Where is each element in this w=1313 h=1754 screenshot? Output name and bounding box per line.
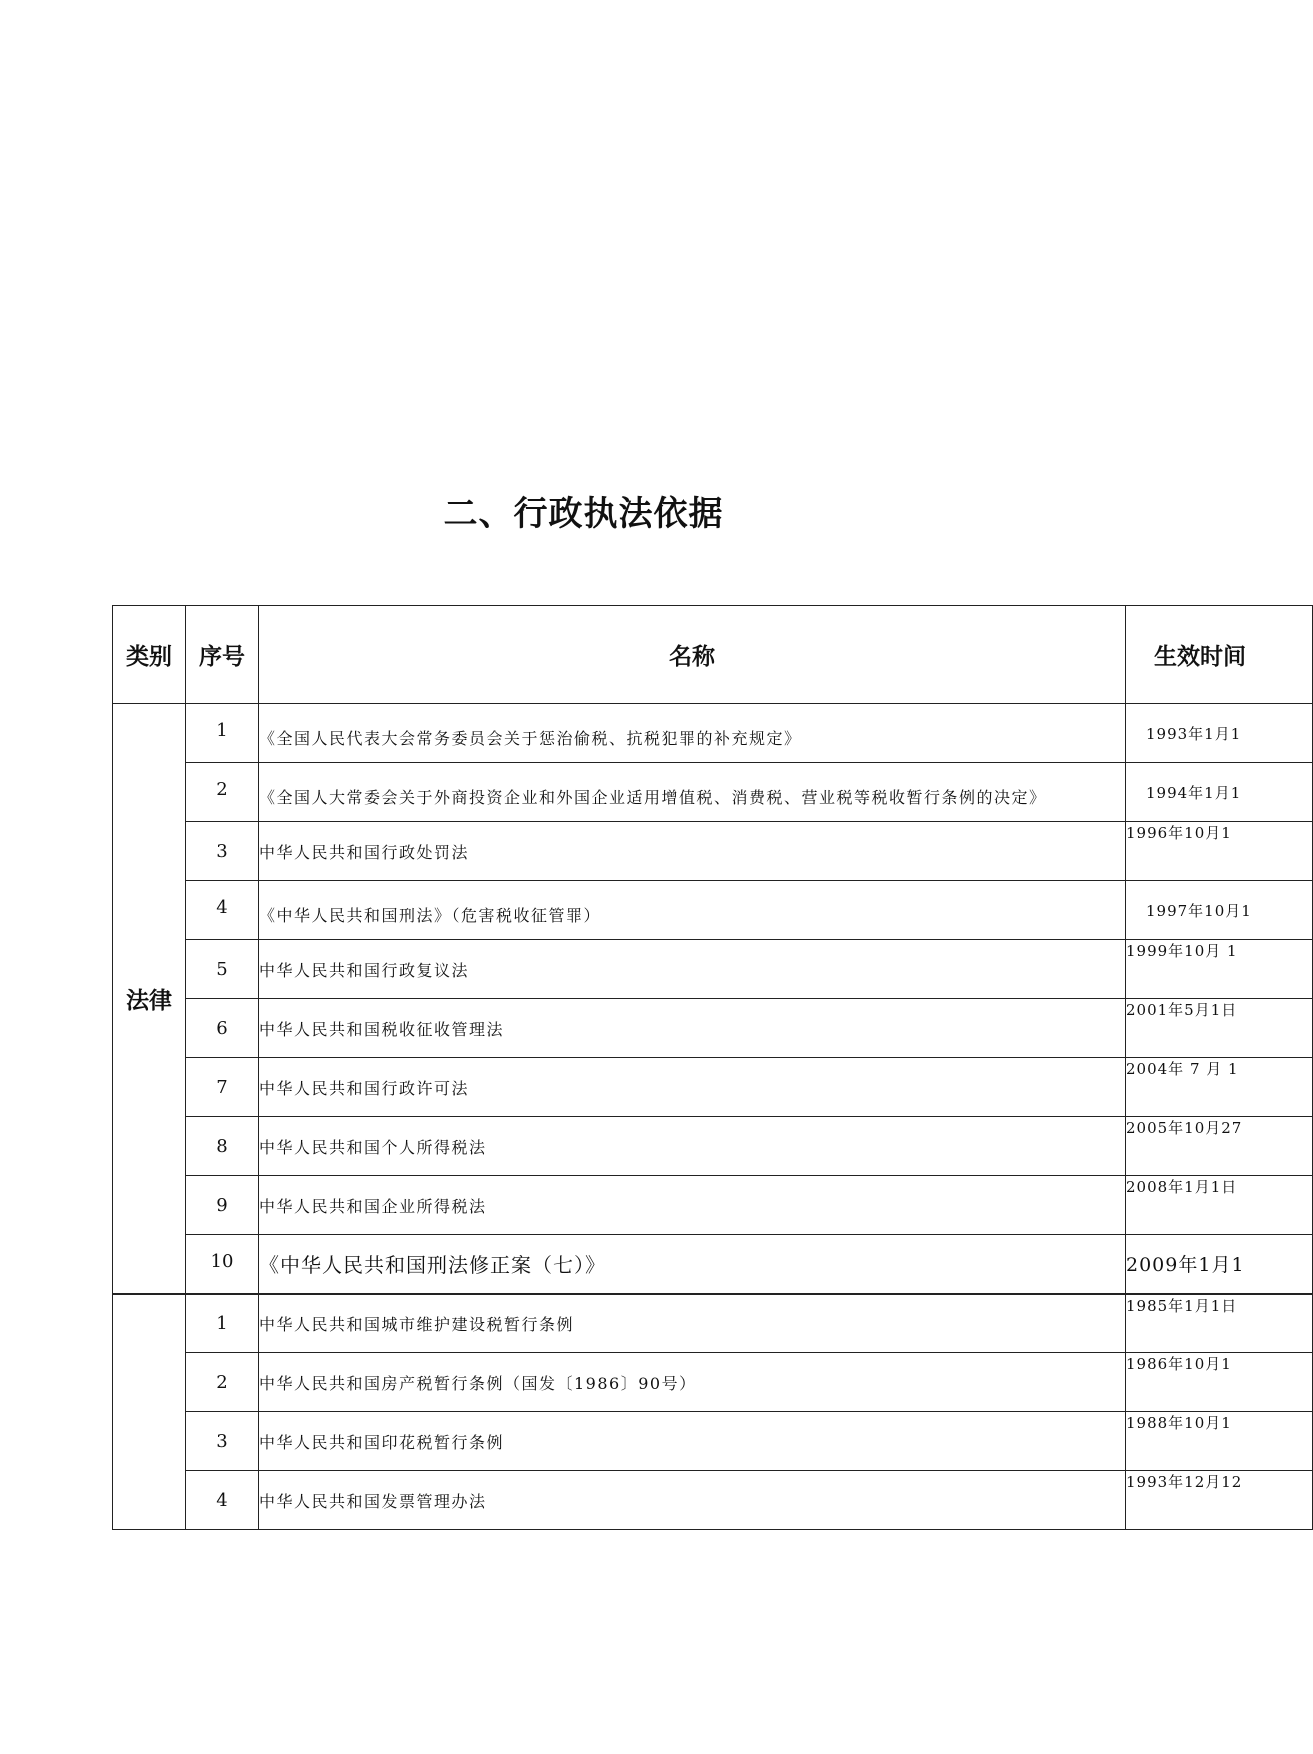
row-no: 5 [186,940,259,999]
row-name: 中华人民共和国印花税暂行条例 [259,1412,1126,1471]
table-row [113,704,1313,763]
row-no: 2 [186,763,259,822]
row-no: 3 [186,1412,259,1471]
row-name: 《全国人民代表大会常务委员会关于惩治偷税、抗税犯罪的补充规定》 [259,704,1126,763]
row-no: 4 [186,1471,259,1530]
table-header-row [113,606,1313,704]
header-name: 名称 [259,606,1126,704]
table-row [113,1294,1313,1353]
row-date: 2008年1月1日 [1126,1176,1313,1235]
row-date: 1993年1月1 [1126,704,1313,763]
row-date: 1999年10月 1 [1126,940,1313,999]
row-date: 1985年1月1日 [1126,1294,1313,1353]
row-no: 3 [186,822,259,881]
row-name: 中华人民共和国行政处罚法 [259,822,1126,881]
header-date: 生效时间 [1126,606,1313,704]
table-row [113,1176,1313,1235]
row-date: 1997年10月1 [1126,881,1313,940]
row-name: 《全国人大常委会关于外商投资企业和外国企业适用增值税、消费税、营业税等税收暂行条例的决定》 [259,763,1126,822]
table-row [113,1235,1313,1294]
row-no: 4 [186,881,259,940]
row-no: 10 [186,1235,259,1294]
row-no: 2 [186,1353,259,1412]
row-no: 8 [186,1117,259,1176]
row-date: 1988年10月1 [1126,1412,1313,1471]
law-basis-table-container [112,605,1252,1530]
row-name: 中华人民共和国税收征收管理法 [259,999,1126,1058]
row-date: 1996年10月1 [1126,822,1313,881]
table-row [113,940,1313,999]
row-no: 6 [186,999,259,1058]
category-cell [113,1294,186,1530]
row-no: 7 [186,1058,259,1117]
row-date: 1993年12月12 [1126,1471,1313,1530]
row-name: 中华人民共和国发票管理办法 [259,1471,1126,1530]
table-row [113,1353,1313,1412]
row-name: 中华人民共和国企业所得税法 [259,1176,1126,1235]
row-name: 中华人民共和国城市维护建设税暂行条例 [259,1294,1126,1353]
table-row [113,999,1313,1058]
law-basis-table [112,605,1313,1530]
table-row [113,1058,1313,1117]
row-name: 中华人民共和国房产税暂行条例（国发〔1986〕90号） [259,1353,1126,1412]
row-name: 中华人民共和国个人所得税法 [259,1117,1126,1176]
row-date: 1994年1月1 [1126,763,1313,822]
table-row [113,1412,1313,1471]
table-row [113,763,1313,822]
row-date: 2009年1月1 [1126,1235,1313,1294]
row-no: 1 [186,1294,259,1353]
row-name: 《中华人民共和国刑法修正案（七）》 [259,1235,1126,1294]
row-no: 9 [186,1176,259,1235]
row-name: 《中华人民共和国刑法》（危害税收征管罪） [259,881,1126,940]
header-category: 类别 [113,606,186,704]
row-date: 2004年 7 月 1 [1126,1058,1313,1117]
table-row [113,1117,1313,1176]
row-name: 中华人民共和国行政许可法 [259,1058,1126,1117]
table-row [113,881,1313,940]
row-no: 1 [186,704,259,763]
row-date: 2001年5月1日 [1126,999,1313,1058]
row-name: 中华人民共和国行政复议法 [259,940,1126,999]
category-cell: 法律 [113,704,186,1294]
page-title: 二、行政执法依据 [443,494,724,534]
header-no: 序号 [186,606,259,704]
row-date: 2005年10月27 [1126,1117,1313,1176]
table-row [113,1471,1313,1530]
row-date: 1986年10月1 [1126,1353,1313,1412]
table-row [113,822,1313,881]
